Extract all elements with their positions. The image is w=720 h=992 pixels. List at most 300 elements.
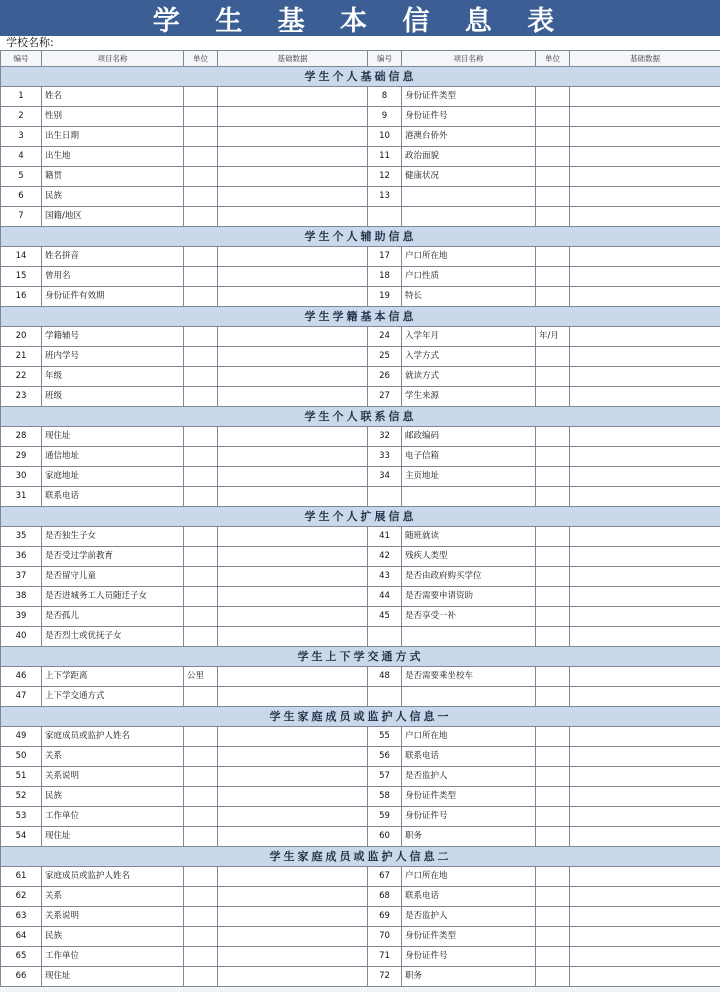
unit-cell: [184, 787, 218, 807]
section-header: [1, 647, 720, 667]
base-data-cell[interactable]: [218, 527, 368, 547]
item-name-cell: 上下学交通方式: [42, 687, 184, 707]
item-name-cell: 身份证件类型: [402, 87, 536, 107]
item-name-cell: 是否需要乘坐校车: [402, 667, 536, 687]
number-cell: 45: [368, 607, 402, 627]
item-name-cell: 家庭地址: [42, 467, 184, 487]
number-cell: 56: [368, 747, 402, 767]
number-cell: 63: [1, 907, 42, 927]
item-name-cell: 入学年月: [402, 327, 536, 347]
item-name-cell: 通信地址: [42, 447, 184, 467]
item-name-cell: 主页地址: [402, 467, 536, 487]
unit-cell: [536, 147, 570, 167]
base-data-cell[interactable]: [570, 487, 720, 507]
base-data-cell[interactable]: [570, 867, 720, 887]
base-data-cell[interactable]: [218, 167, 368, 187]
item-name-cell: 性别: [42, 107, 184, 127]
unit-cell: [184, 107, 218, 127]
base-data-cell[interactable]: [218, 807, 368, 827]
number-cell: 26: [368, 367, 402, 387]
unit-cell: [184, 387, 218, 407]
base-data-cell[interactable]: [570, 127, 720, 147]
item-name-cell: 班级: [42, 387, 184, 407]
table-row: [1, 527, 720, 547]
item-name-cell: 是否需要申请资助: [402, 587, 536, 607]
unit-cell: [536, 867, 570, 887]
number-cell: 11: [368, 147, 402, 167]
item-name-cell: 国籍/地区: [42, 207, 184, 227]
base-data-cell[interactable]: [218, 387, 368, 407]
number-cell: 18: [368, 267, 402, 287]
base-data-cell[interactable]: [570, 767, 720, 787]
unit-cell: [536, 887, 570, 907]
number-cell: 46: [1, 667, 42, 687]
base-data-cell[interactable]: [218, 587, 368, 607]
section-title: 学生个人基础信息: [1, 67, 720, 87]
base-data-cell[interactable]: [218, 247, 368, 267]
base-data-cell[interactable]: [218, 287, 368, 307]
table-row: [1, 247, 720, 267]
base-data-cell[interactable]: [218, 567, 368, 587]
base-data-cell[interactable]: [218, 887, 368, 907]
number-cell: 32: [368, 427, 402, 447]
base-data-cell[interactable]: [218, 787, 368, 807]
number-cell: 53: [1, 807, 42, 827]
item-name-cell: 民族: [42, 187, 184, 207]
unit-cell: [184, 187, 218, 207]
base-data-cell[interactable]: [570, 467, 720, 487]
base-data-cell[interactable]: [570, 187, 720, 207]
number-cell: 69: [368, 907, 402, 927]
item-name-cell: 工作单位: [42, 807, 184, 827]
base-data-cell[interactable]: [218, 267, 368, 287]
number-cell: 20: [1, 327, 42, 347]
base-data-cell[interactable]: [218, 547, 368, 567]
number-cell: 33: [368, 447, 402, 467]
unit-cell: [536, 667, 570, 687]
unit-cell: [184, 267, 218, 287]
number-cell: 23: [1, 387, 42, 407]
number-cell: 14: [1, 247, 42, 267]
base-data-cell[interactable]: [570, 627, 720, 647]
table-row: [1, 567, 720, 587]
base-data-cell[interactable]: [570, 167, 720, 187]
number-cell: 55: [368, 727, 402, 747]
school-name-label: 学校名称:: [0, 36, 720, 50]
item-name-cell: 残疾人类型: [402, 547, 536, 567]
base-data-cell[interactable]: [570, 107, 720, 127]
base-data-cell[interactable]: [570, 447, 720, 467]
item-name-cell: 港澳台侨外: [402, 127, 536, 147]
unit-cell: [536, 267, 570, 287]
table-row: [1, 187, 720, 207]
unit-cell: [184, 527, 218, 547]
number-cell: 64: [1, 927, 42, 947]
base-data-cell[interactable]: [218, 427, 368, 447]
unit-cell: [536, 927, 570, 947]
unit-cell: [184, 687, 218, 707]
number-cell: 31: [1, 487, 42, 507]
item-name-cell: [402, 627, 536, 647]
unit-cell: [536, 527, 570, 547]
base-data-cell[interactable]: [570, 667, 720, 687]
item-name-cell: 姓名: [42, 87, 184, 107]
base-data-cell[interactable]: [570, 527, 720, 547]
item-name-cell: 职务: [402, 967, 536, 987]
base-data-cell[interactable]: [218, 107, 368, 127]
number-cell: 6: [1, 187, 42, 207]
table-row: [1, 387, 720, 407]
item-name-cell: [402, 687, 536, 707]
number-cell: 30: [1, 467, 42, 487]
section-title: 学生个人联系信息: [1, 407, 720, 427]
unit-cell: [184, 767, 218, 787]
base-data-cell[interactable]: [570, 887, 720, 907]
item-name-cell: 身份证件类型: [402, 927, 536, 947]
table-row: [1, 927, 720, 947]
unit-cell: [536, 107, 570, 127]
unit-cell: [536, 87, 570, 107]
number-cell: 34: [368, 467, 402, 487]
unit-cell: [184, 727, 218, 747]
item-name-cell: 家庭成员或监护人姓名: [42, 727, 184, 747]
table-row: [1, 107, 720, 127]
base-data-cell[interactable]: [218, 627, 368, 647]
number-cell: [368, 627, 402, 647]
base-data-cell[interactable]: [570, 747, 720, 767]
item-name-cell: 身份证件类型: [402, 787, 536, 807]
item-name-cell: 身份证件号: [402, 947, 536, 967]
table-row: [1, 767, 720, 787]
base-data-cell[interactable]: [570, 547, 720, 567]
number-cell: 24: [368, 327, 402, 347]
section-header: [1, 227, 720, 247]
section-title: 学生家庭成员或监护人信息二: [1, 847, 720, 867]
number-cell: [368, 487, 402, 507]
section-title: 学生家庭成员或监护人信息一: [1, 707, 720, 727]
unit-cell: [536, 607, 570, 627]
base-data-cell[interactable]: [218, 947, 368, 967]
table-row: [1, 907, 720, 927]
table-row: [1, 327, 720, 347]
base-data-cell[interactable]: [570, 907, 720, 927]
number-cell: [368, 687, 402, 707]
number-cell: 57: [368, 767, 402, 787]
section-title: 学生个人辅助信息: [1, 227, 720, 247]
unit-cell: [184, 627, 218, 647]
number-cell: 72: [368, 967, 402, 987]
base-data-cell[interactable]: [570, 727, 720, 747]
number-cell: 22: [1, 367, 42, 387]
item-name-cell: 出生地: [42, 147, 184, 167]
number-cell: 1: [1, 87, 42, 107]
base-data-cell[interactable]: [218, 967, 368, 987]
item-name-cell: 邮政编码: [402, 427, 536, 447]
base-data-cell[interactable]: [218, 327, 368, 347]
number-cell: 4: [1, 147, 42, 167]
column-header-number: 编号: [1, 51, 42, 67]
item-name-cell: 家庭成员或监护人姓名: [42, 867, 184, 887]
number-cell: 66: [1, 967, 42, 987]
unit-cell: [536, 947, 570, 967]
item-name-cell: 是否监护人: [402, 767, 536, 787]
unit-cell: [536, 427, 570, 447]
item-name-cell: 是否烈士或优抚子女: [42, 627, 184, 647]
item-name-cell: 健康状况: [402, 167, 536, 187]
item-name-cell: 是否监护人: [402, 907, 536, 927]
table-row: [1, 867, 720, 887]
base-data-cell[interactable]: [570, 347, 720, 367]
column-header-row: [1, 51, 720, 67]
unit-cell: [184, 287, 218, 307]
item-name-cell: 是否留守儿童: [42, 567, 184, 587]
table-row: [1, 147, 720, 167]
table-row: [1, 727, 720, 747]
number-cell: 48: [368, 667, 402, 687]
unit-cell: [536, 347, 570, 367]
number-cell: 35: [1, 527, 42, 547]
number-cell: 50: [1, 747, 42, 767]
unit-cell: [536, 187, 570, 207]
item-name-cell: [402, 207, 536, 227]
base-data-cell[interactable]: [570, 687, 720, 707]
base-data-cell[interactable]: [570, 267, 720, 287]
unit-cell: [184, 347, 218, 367]
item-name-cell: 籍贯: [42, 167, 184, 187]
unit-cell: [184, 807, 218, 827]
unit-cell: [184, 927, 218, 947]
unit-cell: [184, 447, 218, 467]
base-data-cell[interactable]: [218, 907, 368, 927]
unit-cell: [184, 487, 218, 507]
base-data-cell[interactable]: [218, 367, 368, 387]
unit-cell: [536, 767, 570, 787]
item-name-cell: 户口性质: [402, 267, 536, 287]
unit-cell: [536, 467, 570, 487]
unit-cell: [184, 367, 218, 387]
number-cell: 39: [1, 607, 42, 627]
item-name-cell: 现住址: [42, 827, 184, 847]
base-data-cell[interactable]: [218, 827, 368, 847]
item-name-cell: 是否进城务工人员随迁子女: [42, 587, 184, 607]
unit-cell: [536, 587, 570, 607]
base-data-cell[interactable]: [218, 607, 368, 627]
base-data-cell[interactable]: [570, 607, 720, 627]
number-cell: 5: [1, 167, 42, 187]
item-name-cell: 职务: [402, 827, 536, 847]
number-cell: 3: [1, 127, 42, 147]
column-header-item-name: 项目名称: [402, 51, 536, 67]
base-data-cell[interactable]: [570, 827, 720, 847]
base-data-cell[interactable]: [570, 387, 720, 407]
column-header-unit: 单位: [536, 51, 570, 67]
unit-cell: [536, 687, 570, 707]
number-cell: 65: [1, 947, 42, 967]
table-row: [1, 547, 720, 567]
unit-cell: [184, 567, 218, 587]
unit-cell: [536, 747, 570, 767]
unit-cell: [184, 747, 218, 767]
unit-cell: [184, 467, 218, 487]
base-data-cell[interactable]: [570, 207, 720, 227]
number-cell: 43: [368, 567, 402, 587]
base-data-cell[interactable]: [570, 327, 720, 347]
number-cell: 62: [1, 887, 42, 907]
base-data-cell[interactable]: [218, 687, 368, 707]
table-row: [1, 347, 720, 367]
item-name-cell: 现住址: [42, 427, 184, 447]
number-cell: 8: [368, 87, 402, 107]
base-data-cell[interactable]: [218, 467, 368, 487]
unit-cell: [536, 447, 570, 467]
item-name-cell: 身份证件号: [402, 807, 536, 827]
base-data-cell[interactable]: [570, 87, 720, 107]
number-cell: 13: [368, 187, 402, 207]
base-data-cell[interactable]: [570, 807, 720, 827]
item-name-cell: 户口所在地: [402, 247, 536, 267]
base-data-cell[interactable]: [570, 427, 720, 447]
number-cell: 49: [1, 727, 42, 747]
unit-cell: [536, 387, 570, 407]
item-name-cell: 关系说明: [42, 767, 184, 787]
base-data-cell[interactable]: [218, 747, 368, 767]
table-row: [1, 587, 720, 607]
item-name-cell: [402, 487, 536, 507]
base-data-cell[interactable]: [570, 927, 720, 947]
number-cell: 19: [368, 287, 402, 307]
base-data-cell[interactable]: [218, 207, 368, 227]
number-cell: 54: [1, 827, 42, 847]
number-cell: 10: [368, 127, 402, 147]
unit-cell: [184, 587, 218, 607]
number-cell: 68: [368, 887, 402, 907]
base-data-cell[interactable]: [570, 147, 720, 167]
table-row: [1, 607, 720, 627]
unit-cell: [536, 207, 570, 227]
unit-cell: [184, 827, 218, 847]
base-data-cell[interactable]: [570, 587, 720, 607]
base-data-cell[interactable]: [570, 367, 720, 387]
section-header: [1, 307, 720, 327]
item-name-cell: 年级: [42, 367, 184, 387]
unit-cell: [536, 727, 570, 747]
base-data-cell[interactable]: [218, 667, 368, 687]
base-data-cell[interactable]: [218, 767, 368, 787]
number-cell: 41: [368, 527, 402, 547]
item-name-cell: 是否享受一补: [402, 607, 536, 627]
table-row: [1, 667, 720, 687]
base-data-cell[interactable]: [218, 347, 368, 367]
item-name-cell: 就读方式: [402, 367, 536, 387]
unit-cell: [536, 547, 570, 567]
item-name-cell: 关系: [42, 887, 184, 907]
number-cell: 44: [368, 587, 402, 607]
unit-cell: [536, 487, 570, 507]
unit-cell: 公里: [184, 667, 218, 687]
section-title: 学生个人扩展信息: [1, 507, 720, 527]
table-row: [1, 487, 720, 507]
base-data-cell[interactable]: [218, 727, 368, 747]
info-table: [0, 50, 720, 987]
section-title: 学生上下学交通方式: [1, 647, 720, 667]
number-cell: 27: [368, 387, 402, 407]
unit-cell: [184, 247, 218, 267]
number-cell: 71: [368, 947, 402, 967]
base-data-cell[interactable]: [218, 127, 368, 147]
number-cell: 9: [368, 107, 402, 127]
item-name-cell: 民族: [42, 787, 184, 807]
item-name-cell: 是否受过学前教育: [42, 547, 184, 567]
base-data-cell[interactable]: [218, 927, 368, 947]
base-data-cell[interactable]: [570, 567, 720, 587]
number-cell: 59: [368, 807, 402, 827]
section-title: 学生学籍基本信息: [1, 307, 720, 327]
base-data-cell[interactable]: [218, 487, 368, 507]
number-cell: 58: [368, 787, 402, 807]
item-name-cell: 联系电话: [402, 887, 536, 907]
section-header: [1, 707, 720, 727]
base-data-cell[interactable]: [218, 447, 368, 467]
section-header: [1, 507, 720, 527]
unit-cell: [184, 327, 218, 347]
unit-cell: [536, 567, 570, 587]
base-data-cell[interactable]: [218, 867, 368, 887]
table-row: [1, 747, 720, 767]
base-data-cell[interactable]: [570, 247, 720, 267]
item-name-cell: 民族: [42, 927, 184, 947]
unit-cell: [536, 127, 570, 147]
item-name-cell: 关系说明: [42, 907, 184, 927]
number-cell: 15: [1, 267, 42, 287]
table-row: [1, 627, 720, 647]
number-cell: 38: [1, 587, 42, 607]
unit-cell: 年/月: [536, 327, 570, 347]
unit-cell: [184, 967, 218, 987]
base-data-cell[interactable]: [570, 787, 720, 807]
number-cell: 36: [1, 547, 42, 567]
number-cell: 12: [368, 167, 402, 187]
table-row: [1, 167, 720, 187]
page-title: 学 生 基 本 信 息 表: [0, 0, 720, 36]
base-data-cell[interactable]: [218, 87, 368, 107]
item-name-cell: 是否孤儿: [42, 607, 184, 627]
item-name-cell: 班内学号: [42, 347, 184, 367]
number-cell: [368, 207, 402, 227]
number-cell: 7: [1, 207, 42, 227]
unit-cell: [536, 967, 570, 987]
item-name-cell: 现住址: [42, 967, 184, 987]
table-row: [1, 427, 720, 447]
number-cell: 28: [1, 427, 42, 447]
item-name-cell: 政治面貌: [402, 147, 536, 167]
base-data-cell[interactable]: [218, 187, 368, 207]
unit-cell: [184, 147, 218, 167]
base-data-cell[interactable]: [570, 947, 720, 967]
base-data-cell[interactable]: [218, 147, 368, 167]
unit-cell: [184, 947, 218, 967]
unit-cell: [184, 167, 218, 187]
table-row: [1, 887, 720, 907]
section-header: [1, 847, 720, 867]
section-header: [1, 67, 720, 87]
item-name-cell: 随班就读: [402, 527, 536, 547]
number-cell: 40: [1, 627, 42, 647]
item-name-cell: 工作单位: [42, 947, 184, 967]
unit-cell: [536, 827, 570, 847]
base-data-cell[interactable]: [570, 287, 720, 307]
base-data-cell[interactable]: [570, 967, 720, 987]
table-row: [1, 687, 720, 707]
